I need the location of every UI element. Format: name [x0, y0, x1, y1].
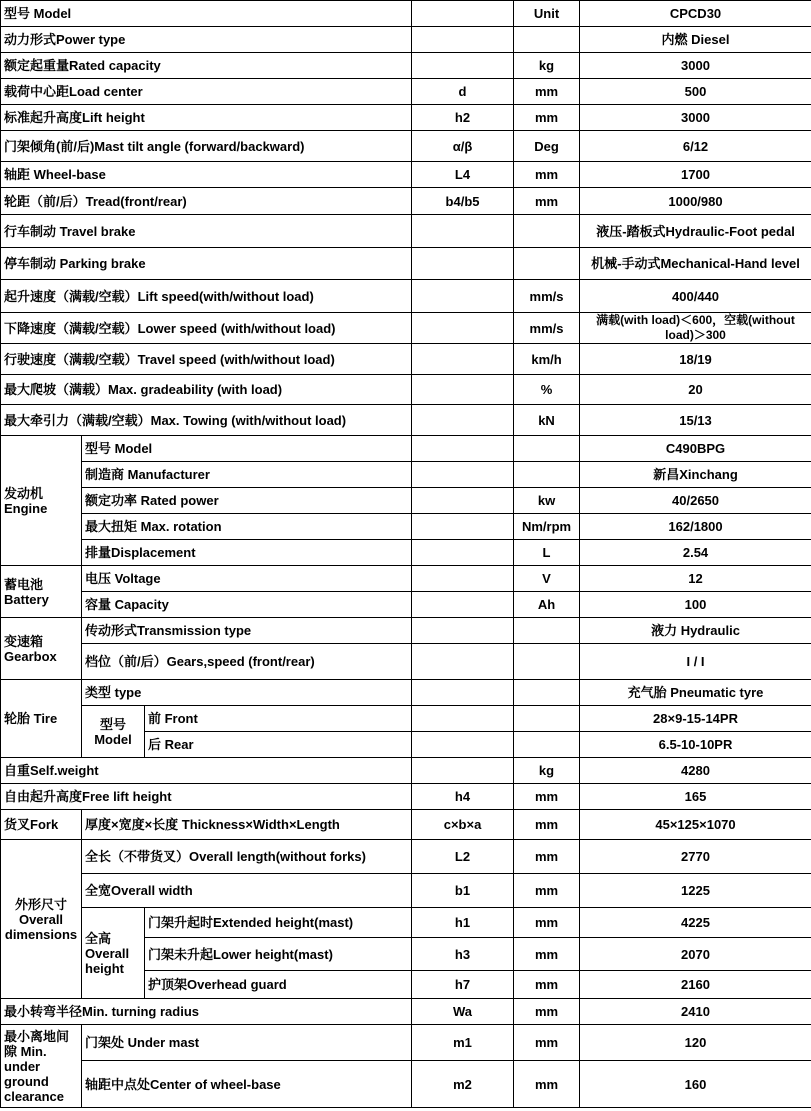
spec-unit: Ah: [514, 592, 580, 618]
spec-value: 40/2650: [580, 488, 811, 514]
spec-unit: [514, 680, 580, 706]
spec-unit: V: [514, 566, 580, 592]
spec-label: 排量Displacement: [82, 540, 412, 566]
spec-symbol: [412, 514, 514, 540]
spec-value: 6.5-10-10PR: [580, 732, 811, 758]
spec-value: 2.54: [580, 540, 811, 566]
spec-row-battery-capacity: [1, 592, 811, 618]
spec-label: 轴距 Wheel-base: [1, 162, 412, 188]
spec-label: 门架升起时Extended height(mast): [145, 908, 412, 938]
spec-symbol: [412, 680, 514, 706]
spec-value: 满载(with load)＜600，空载(without load)＞300: [580, 313, 811, 344]
spec-symbol: m1: [412, 1025, 514, 1061]
spec-unit: [514, 215, 580, 248]
spec-unit: mm: [514, 1061, 580, 1108]
spec-symbol: [412, 706, 514, 732]
spec-row-travel-brake: [1, 215, 811, 248]
spec-value: 新昌Xinchang: [580, 462, 811, 488]
spec-unit: [514, 618, 580, 644]
spec-unit: mm/s: [514, 313, 580, 344]
spec-value: 液力 Hydraulic: [580, 618, 811, 644]
spec-symbol: h7: [412, 971, 514, 999]
spec-label: 停车制动 Parking brake: [1, 248, 412, 280]
spec-value: 机械-手动式Mechanical-Hand level: [580, 248, 811, 280]
spec-row-lift-speed: [1, 280, 811, 313]
spec-value: 100: [580, 592, 811, 618]
spec-row-gearbox-transmission: [1, 618, 811, 644]
spec-row-parking-brake: [1, 248, 811, 280]
spec-label: 门架未升起Lower height(mast): [145, 938, 412, 971]
spec-label: 额定功率 Rated power: [82, 488, 412, 514]
spec-value: 1700: [580, 162, 811, 188]
spec-symbol: b4/b5: [412, 188, 514, 215]
spec-symbol: [412, 540, 514, 566]
spec-label: 最小转弯半径Min. turning radius: [1, 999, 412, 1025]
spec-unit: [514, 644, 580, 680]
spec-symbol: [412, 488, 514, 514]
spec-unit: Unit: [514, 1, 580, 27]
spec-unit: mm: [514, 105, 580, 131]
spec-value: I / I: [580, 644, 811, 680]
spec-symbol: h3: [412, 938, 514, 971]
spec-symbol: c×b×a: [412, 810, 514, 840]
height-group-label: 全高 Overall height: [82, 908, 145, 999]
spec-row-tire-front: [1, 706, 811, 732]
tire-model-group-label: 型号 Model: [82, 706, 145, 758]
spec-unit: mm: [514, 874, 580, 908]
spec-row-free-lift: [1, 784, 811, 810]
spec-value: 120: [580, 1025, 811, 1061]
spec-label: 厚度×宽度×长度 Thickness×Width×Length: [82, 810, 412, 840]
spec-unit: mm/s: [514, 280, 580, 313]
spec-label: 标准起升高度Lift height: [1, 105, 412, 131]
spec-symbol: [412, 405, 514, 436]
spec-label: 传动形式Transmission type: [82, 618, 412, 644]
spec-unit: km/h: [514, 344, 580, 375]
spec-value: 18/19: [580, 344, 811, 375]
spec-symbol: m2: [412, 1061, 514, 1108]
battery-group-label: 蓄电池 Battery: [1, 566, 82, 618]
spec-value: 162/1800: [580, 514, 811, 540]
spec-unit: mm: [514, 810, 580, 840]
spec-value: 1000/980: [580, 188, 811, 215]
spec-symbol: [412, 618, 514, 644]
spec-label: 载荷中心距Load center: [1, 79, 412, 105]
spec-unit: mm: [514, 784, 580, 810]
clearance-group-label: 最小离地间隙 Min. under ground clearance: [1, 1025, 82, 1108]
spec-value: CPCD30: [580, 1, 811, 27]
spec-label: 轴距中点处Center of wheel-base: [82, 1061, 412, 1108]
spec-unit: [514, 706, 580, 732]
spec-symbol: [412, 592, 514, 618]
spec-value: 160: [580, 1061, 811, 1108]
spec-value: 20: [580, 375, 811, 405]
spec-symbol: h2: [412, 105, 514, 131]
spec-value: 400/440: [580, 280, 811, 313]
spec-value: 15/13: [580, 405, 811, 436]
spec-row-rated-capacity: [1, 53, 811, 79]
spec-value: 内燃 Diesel: [580, 27, 811, 53]
spec-value: 充气胎 Pneumatic tyre: [580, 680, 811, 706]
spec-unit: mm: [514, 79, 580, 105]
spec-symbol: [412, 53, 514, 79]
spec-unit: mm: [514, 938, 580, 971]
spec-value: 2410: [580, 999, 811, 1025]
spec-symbol: [412, 375, 514, 405]
spec-unit: mm: [514, 840, 580, 874]
spec-symbol: [412, 248, 514, 280]
spec-row-battery-voltage: [1, 566, 811, 592]
spec-value: 4280: [580, 758, 811, 784]
spec-label: 额定起重量Rated capacity: [1, 53, 412, 79]
spec-row-model: [1, 1, 811, 27]
spec-symbol: h1: [412, 908, 514, 938]
spec-row-fork: [1, 810, 811, 840]
spec-value: 3000: [580, 53, 811, 79]
spec-symbol: [412, 280, 514, 313]
spec-row-lower-speed: [1, 313, 811, 344]
spec-label: 类型 type: [82, 680, 412, 706]
fork-group-label: 货叉Fork: [1, 810, 82, 840]
tire-group-label: 轮胎 Tire: [1, 680, 82, 758]
spec-symbol: [412, 215, 514, 248]
spec-symbol: [412, 313, 514, 344]
spec-value: 6/12: [580, 131, 811, 162]
spec-label: 自由起升高度Free lift height: [1, 784, 412, 810]
spec-unit: kN: [514, 405, 580, 436]
spec-symbol: [412, 644, 514, 680]
spec-value: 1225: [580, 874, 811, 908]
spec-symbol: [412, 566, 514, 592]
spec-symbol: h4: [412, 784, 514, 810]
spec-symbol: [412, 344, 514, 375]
spec-unit: %: [514, 375, 580, 405]
spec-label: 型号 Model: [82, 436, 412, 462]
spec-unit: Deg: [514, 131, 580, 162]
spec-label: 护顶架Overhead guard: [145, 971, 412, 999]
spec-symbol: b1: [412, 874, 514, 908]
spec-row-towing: [1, 405, 811, 436]
spec-symbol: [412, 27, 514, 53]
spec-symbol: L4: [412, 162, 514, 188]
spec-label: 全长（不带货叉）Overall length(without forks): [82, 840, 412, 874]
spec-row-power-type: [1, 27, 811, 53]
spec-label: 下降速度（满载/空载）Lower speed (with/without load): [1, 313, 412, 344]
spec-unit: mm: [514, 908, 580, 938]
spec-value: 液压-踏板式Hydraulic-Foot pedal: [580, 215, 811, 248]
spec-label: 行驶速度（满载/空载）Travel speed (with/without load): [1, 344, 412, 375]
gearbox-group-label: 变速箱 Gearbox: [1, 618, 82, 680]
spec-label: 自重Self.weight: [1, 758, 412, 784]
spec-symbol: [412, 732, 514, 758]
spec-value: 3000: [580, 105, 811, 131]
spec-symbol: [412, 1, 514, 27]
spec-symbol: [412, 436, 514, 462]
spec-row-tire-type: [1, 680, 811, 706]
spec-unit: mm: [514, 999, 580, 1025]
spec-unit: mm: [514, 162, 580, 188]
spec-label: 门架倾角(前/后)Mast tilt angle (forward/backward): [1, 131, 412, 162]
spec-row-turning-radius: [1, 999, 811, 1025]
spec-row-engine-power: [1, 488, 811, 514]
spec-unit: L: [514, 540, 580, 566]
spec-label: 制造商 Manufacturer: [82, 462, 412, 488]
spec-unit: [514, 248, 580, 280]
spec-label: 门架处 Under mast: [82, 1025, 412, 1061]
spec-row-engine-displacement: [1, 540, 811, 566]
spec-label: 轮距（前/后）Tread(front/rear): [1, 188, 412, 215]
spec-value: 28×9-15-14PR: [580, 706, 811, 732]
spec-label: 全宽Overall width: [82, 874, 412, 908]
spec-row-engine-rotation: [1, 514, 811, 540]
spec-label: 最大牵引力（满载/空载）Max. Towing (with/without load): [1, 405, 412, 436]
spec-row-mast-tilt: [1, 131, 811, 162]
spec-row-wheel-base: [1, 162, 811, 188]
spec-label: 动力形式Power type: [1, 27, 412, 53]
spec-row-lift-height: [1, 105, 811, 131]
spec-unit: Nm/rpm: [514, 514, 580, 540]
engine-group-label: 发动机 Engine: [1, 436, 82, 566]
spec-unit: [514, 462, 580, 488]
spec-value: C490BPG: [580, 436, 811, 462]
spec-value: 45×125×1070: [580, 810, 811, 840]
spec-row-extended-height: [1, 908, 811, 938]
spec-value: 4225: [580, 908, 811, 938]
spec-symbol: [412, 758, 514, 784]
spec-unit: [514, 732, 580, 758]
spec-unit: mm: [514, 188, 580, 215]
spec-label: 起升速度（满载/空载）Lift speed(with/without load): [1, 280, 412, 313]
spec-value: 500: [580, 79, 811, 105]
spec-value: 165: [580, 784, 811, 810]
spec-label: 行车制动 Travel brake: [1, 215, 412, 248]
spec-label: 最大扭矩 Max. rotation: [82, 514, 412, 540]
spec-label: 型号 Model: [1, 1, 412, 27]
spec-unit: kw: [514, 488, 580, 514]
spec-symbol: Wa: [412, 999, 514, 1025]
spec-label: 容量 Capacity: [82, 592, 412, 618]
dimensions-group-label: 外形尺寸 Overall dimensions: [1, 840, 82, 999]
spec-row-load-center: [1, 79, 811, 105]
spec-row-wheel-base-center: [1, 1061, 811, 1108]
spec-row-overall-length: [1, 840, 811, 874]
spec-row-gearbox-gears: [1, 644, 811, 680]
spec-label: 最大爬坡（满载）Max. gradeability (with load): [1, 375, 412, 405]
spec-label: 后 Rear: [145, 732, 412, 758]
spec-row-gradeability: [1, 375, 811, 405]
spec-row-engine-model: [1, 436, 811, 462]
spec-label: 前 Front: [145, 706, 412, 732]
spec-value: 2770: [580, 840, 811, 874]
spec-row-overall-width: [1, 874, 811, 908]
spec-unit: kg: [514, 758, 580, 784]
spec-value: 2070: [580, 938, 811, 971]
spec-row-self-weight: [1, 758, 811, 784]
spec-label: 电压 Voltage: [82, 566, 412, 592]
spec-symbol: L2: [412, 840, 514, 874]
spec-unit: kg: [514, 53, 580, 79]
spec-unit: mm: [514, 1025, 580, 1061]
spec-row-engine-manufacturer: [1, 462, 811, 488]
spec-unit: [514, 27, 580, 53]
spec-unit: mm: [514, 971, 580, 999]
spec-value: 2160: [580, 971, 811, 999]
spec-symbol: d: [412, 79, 514, 105]
spec-symbol: [412, 462, 514, 488]
spec-value: 12: [580, 566, 811, 592]
spec-row-travel-speed: [1, 344, 811, 375]
spec-unit: [514, 436, 580, 462]
spec-symbol: α/β: [412, 131, 514, 162]
spec-row-under-mast: [1, 1025, 811, 1061]
spec-row-tread: [1, 188, 811, 215]
spec-label: 档位（前/后）Gears,speed (front/rear): [82, 644, 412, 680]
